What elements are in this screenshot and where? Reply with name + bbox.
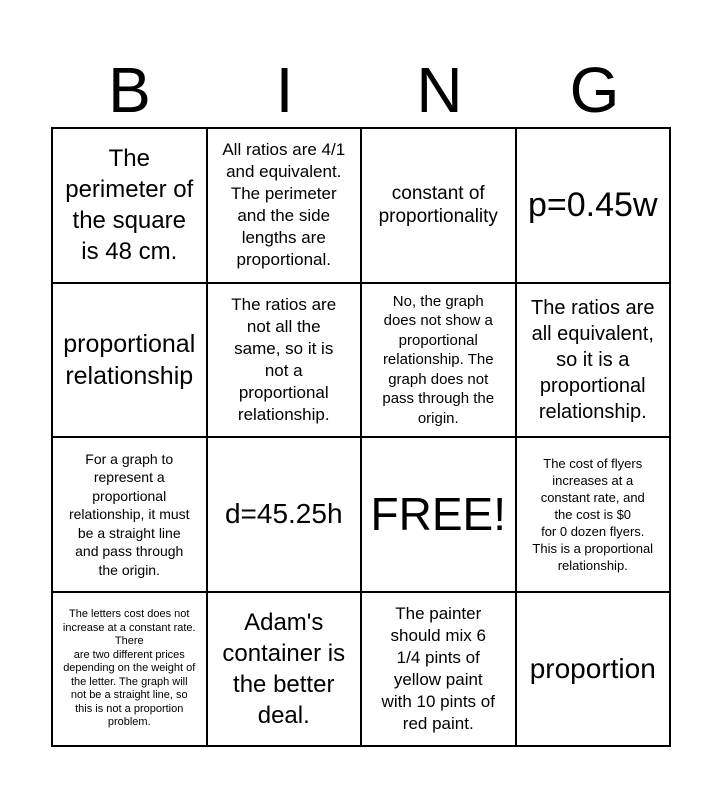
header-letter-b: B [108,54,151,126]
header-letter-n: N [416,54,463,126]
cell-text: The cost of flyers increases at a constant rate, and the cost is $0 for 0 dozen flyers. This is a proportional relationship. [532,455,654,573]
bingo-cell-r1c3[interactable] [361,128,516,283]
cell-text: proportional relationship [63,329,196,390]
cell-text: d=45.25h [224,498,343,530]
cell-text: All ratios are 4/1 and equivalent. The perimeter and the side lengths are proportional. [222,140,346,270]
bingo-cell-r1c4[interactable] [516,128,671,283]
cell-text: No, the graph does not show a proportional relationship. The graph does not pass through the origin. [382,292,495,427]
cell-text: The ratios are not all the same, so it is not a proportional relationship. [231,294,337,424]
cell-text: The ratios are all equivalent, so it is a proportional relationship. [531,296,655,423]
cell-text: The letters cost does not increase at a constant rate. There are two different prices depending on the weight of the letter. The graph will not be a straight line, so this is not a proportion problem. [62,608,196,728]
free-space-text: FREE! [370,488,506,541]
cell-text: The painter should mix 6 1/4 pints of yellow paint with 10 pints of red paint. [381,603,495,733]
cell-text: p=0.45w [528,186,658,225]
bingo-cell-r2c3[interactable] [361,283,516,438]
cell-text: constant of proportionality [378,183,498,228]
bingo-cell-r1c1[interactable] [52,128,207,283]
cell-text: Adam's container is the better deal. [222,608,346,729]
bingo-cell-r4c1[interactable] [52,592,207,747]
bingo-board [51,127,671,747]
header-letter-g: G [569,54,620,126]
cell-text: For a graph to represent a proportional relationship, it must be a straight line and pass through the origin. [68,450,190,578]
bingo-cell-r1c2[interactable] [207,128,362,283]
bingo-cell-r3c2[interactable] [207,437,362,592]
bingo-cell-r3c1[interactable] [52,437,207,592]
bingo-cell-r4c4[interactable] [516,592,671,747]
bingo-cell-r2c4[interactable] [516,283,671,438]
bingo-header [52,48,672,128]
cell-text: The perimeter of the square is 48 cm. [65,145,194,266]
bingo-cell-r3c4[interactable] [516,437,671,592]
cell-text: proportion [529,652,656,684]
bingo-cell-r4c3[interactable] [361,592,516,747]
bingo-cell-free[interactable] [361,437,516,592]
bingo-cell-r4c2[interactable] [207,592,362,747]
header-letter-i: I [275,54,294,126]
bingo-cell-r2c1[interactable] [52,283,207,438]
bingo-cell-r2c2[interactable] [207,283,362,438]
